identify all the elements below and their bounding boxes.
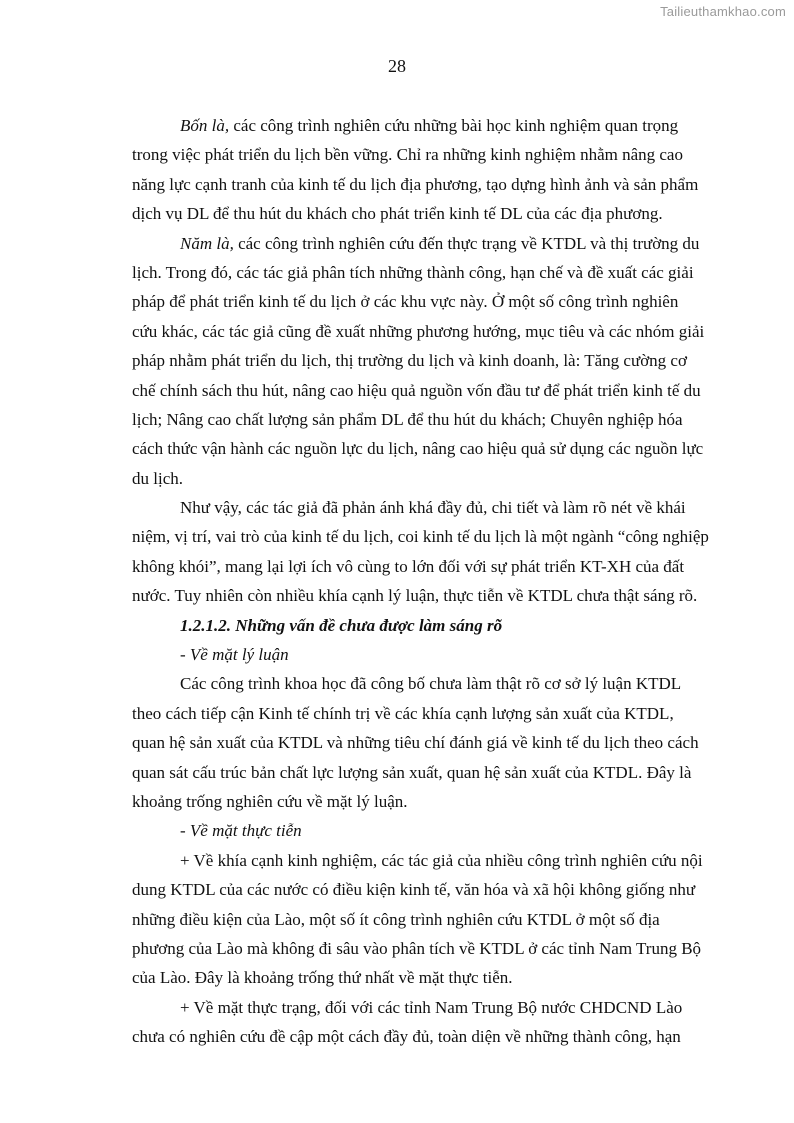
paragraph	[132, 846, 703, 993]
text-line	[132, 317, 705, 346]
text-line	[132, 905, 660, 934]
text-line	[132, 464, 595, 493]
line-text: của Lào. Đây là khoảng trống thứ nhất về mặt thực tiễn.	[132, 968, 513, 988]
subheading	[132, 640, 595, 669]
document-body	[132, 111, 709, 1052]
text-line	[132, 111, 679, 140]
text-line	[132, 611, 595, 640]
line-text: dung KTDL của các nước có điều kiện kinh tế, văn hóa và xã hội không giống như	[132, 880, 696, 900]
line-text: quan sát cấu trúc bản chất lực lượng sản xuất, quan hệ sản xuất của KTDL. Đây là	[132, 762, 692, 782]
line-text: Như vậy, các tác giả đã phản ánh khá đầy đủ, chi tiết và làm rõ nét về khái	[180, 498, 686, 518]
subheading	[132, 816, 595, 845]
text-line	[132, 405, 683, 434]
line-text: + Về mặt thực trạng, đối với các tỉnh Nam Trung Bộ nước CHDCND Lào	[180, 997, 683, 1017]
lead-text: 1.2.1.2. Những vấn đề chưa được làm sáng rõ	[180, 615, 503, 635]
text-line	[132, 669, 682, 698]
line-text: trong việc phát triển du lịch bền vững. Chỉ ra những kinh nghiệm nhằm nâng cao	[132, 145, 683, 165]
text-line	[132, 434, 704, 463]
text-line	[132, 1022, 681, 1051]
watermark: Tailieuthamkhao.com	[660, 4, 786, 19]
text-line	[132, 346, 687, 375]
line-text: Các công trình khoa học đã công bố chưa làm thật rõ cơ sở lý luận KTDL	[180, 674, 682, 694]
line-text: dịch vụ DL để thu hút du khách cho phát triển kinh tế DL của các địa phương.	[132, 204, 663, 224]
page-number: 28	[388, 56, 406, 76]
text-line	[132, 846, 703, 875]
paragraph	[132, 993, 683, 1052]
lead-text: - Về mặt thực tiễn	[180, 821, 302, 841]
paragraph	[132, 669, 699, 816]
text-line	[132, 140, 683, 169]
line-text: pháp để phát triển kinh tế du lịch ở các khu vực này. Ở một số công trình nghiên	[132, 292, 679, 312]
text-line	[132, 376, 701, 405]
section-heading	[132, 611, 595, 640]
line-text: khoảng trống nghiên cứu về mặt lý luận.	[132, 791, 408, 811]
text-line	[132, 934, 702, 963]
text-line	[132, 522, 709, 551]
text-line	[132, 787, 595, 816]
line-text: không khói”, mang lại lợi ích vô cùng to lớn đối với sự phát triển KT-XH của đất	[132, 556, 685, 576]
text-line	[132, 287, 679, 316]
text-line	[132, 963, 595, 992]
lead-text: - Về mặt lý luận	[180, 645, 289, 665]
line-text: quan hệ sản xuất của KTDL và những tiêu chí đánh giá về kinh tế du lịch theo cách	[132, 733, 699, 753]
text-line	[132, 552, 685, 581]
paragraph	[132, 111, 699, 229]
line-text: lịch. Trong đó, các tác giả phân tích những thành công, hạn chế và đề xuất các giải	[132, 262, 694, 282]
text-line	[132, 640, 595, 669]
line-text: pháp nhằm phát triển du lịch, thị trường du lịch và kinh doanh, là: Tăng cường cơ	[132, 351, 687, 371]
paragraph	[132, 229, 705, 494]
line-text: các công trình nghiên cứu đến thực trạng về KTDL và thị trường du	[233, 233, 700, 253]
text-line	[132, 993, 683, 1022]
lead-text: Bốn là,	[180, 116, 230, 135]
text-line	[132, 199, 663, 228]
line-text: cách thức vận hành các nguồn lực du lịch, nâng cao hiệu quả sử dụng các nguồn lực	[132, 439, 704, 459]
line-text: lịch; Nâng cao chất lượng sản phẩm DL để thu hút du khách; Chuyên nghiệp hóa	[132, 409, 683, 429]
line-text: những điều kiện của Lào, một số ít công trình nghiên cứu KTDL ở một số địa	[132, 909, 660, 929]
lead-text: Năm là,	[180, 233, 234, 253]
line-text: năng lực cạnh tranh của kinh tế du lịch địa phương, tạo dựng hình ảnh và sản phẩm	[132, 174, 699, 194]
line-text: theo cách tiếp cận Kinh tế chính trị về các khía cạnh lượng sản xuất của KTDL,	[132, 703, 674, 723]
text-line	[132, 816, 595, 845]
text-line	[132, 581, 698, 610]
line-text: nước. Tuy nhiên còn nhiều khía cạnh lý luận, thực tiễn về KTDL chưa thật sáng rõ.	[132, 586, 698, 606]
text-line	[132, 699, 674, 728]
line-text: chưa có nghiên cứu đề cập một cách đầy đủ, toàn diện về những thành công, hạn	[132, 1027, 681, 1047]
line-text: các công trình nghiên cứu những bài học kinh nghiệm quan trọng	[229, 116, 679, 135]
line-text: chế chính sách thu hút, nâng cao hiệu quả nguồn vốn đầu tư để phát triển kinh tế du	[132, 380, 701, 400]
line-text: du lịch.	[132, 468, 183, 488]
line-text: cứu khác, các tác giả cũng đề xuất những phương hướng, mục tiêu và các nhóm giải	[132, 321, 705, 341]
line-text: niệm, vị trí, vai trò của kinh tế du lịch, coi kinh tế du lịch là một ngành “công nghiệp	[132, 527, 709, 547]
text-line	[132, 875, 696, 904]
paragraph	[132, 493, 709, 611]
line-text: + Về khía cạnh kinh nghiệm, các tác giả của nhiều công trình nghiên cứu nội	[180, 850, 703, 870]
line-text: phương của Lào mà không đi sâu vào phân tích về KTDL ở các tỉnh Nam Trung Bộ	[132, 938, 702, 958]
text-line	[132, 493, 686, 522]
text-line	[132, 728, 699, 757]
text-line	[132, 229, 700, 258]
text-line	[132, 170, 699, 199]
text-line	[132, 258, 694, 287]
text-line	[132, 758, 692, 787]
